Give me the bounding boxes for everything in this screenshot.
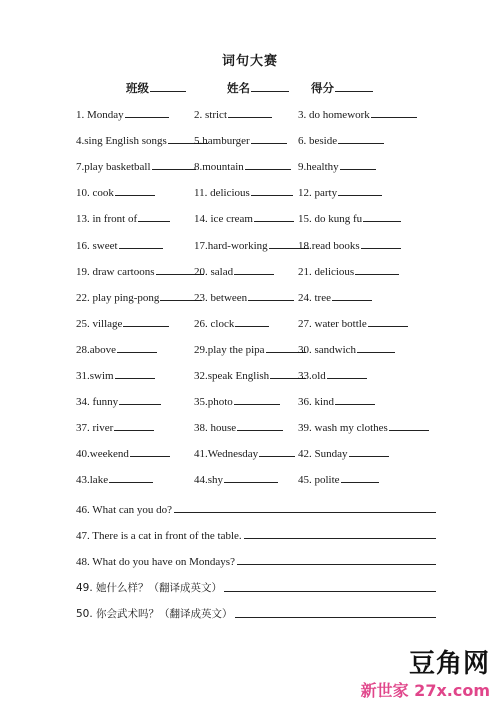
vocabulary-item (298, 159, 376, 173)
sentence-prompt: 49. 她什么样？（翻译成英文） (76, 581, 223, 594)
vocabulary-row (76, 394, 436, 410)
vocabulary-item (194, 316, 269, 330)
sentence-prompt: 46. What can you do? (76, 504, 173, 516)
sentence-item (76, 500, 436, 516)
vocabulary-item (194, 185, 293, 199)
answer-blank[interactable] (115, 368, 155, 379)
vocabulary-item (298, 472, 379, 486)
score-blank[interactable] (335, 81, 373, 92)
vocabulary-row (76, 159, 436, 175)
vocabulary-row (76, 185, 436, 201)
vocabulary-word: 17.hard-working (194, 239, 268, 252)
answer-blank[interactable] (332, 290, 372, 301)
vocabulary-item (76, 107, 169, 121)
answer-blank[interactable] (109, 472, 153, 483)
vocabulary-item (194, 211, 294, 225)
vocabulary-row (76, 420, 436, 436)
answer-blank[interactable] (224, 472, 278, 483)
answer-blank[interactable] (117, 342, 157, 353)
vocabulary-word: 44.shy (194, 474, 224, 487)
vocabulary-item (194, 290, 294, 304)
answer-blank[interactable] (119, 394, 161, 405)
vocabulary-word: 34. funny (76, 396, 119, 409)
answer-blank[interactable] (371, 107, 417, 118)
vocabulary-item (298, 185, 382, 199)
vocabulary-word: 5.hamburger (194, 135, 250, 148)
vocabulary-item (76, 159, 196, 173)
vocabulary-row (76, 238, 436, 254)
vocabulary-row (76, 316, 436, 332)
vocabulary-word: 42. Sunday (298, 448, 348, 461)
answer-blank[interactable] (251, 133, 287, 144)
answer-blank[interactable] (363, 211, 401, 222)
vocabulary-word: 21. delicious (298, 265, 355, 278)
answer-blank[interactable] (259, 446, 295, 457)
vocabulary-word: 23. between (194, 291, 248, 304)
vocabulary-item (76, 264, 204, 278)
answer-blank[interactable] (251, 185, 293, 196)
vocabulary-word: 40.weekend (76, 448, 129, 461)
answer-blank[interactable] (254, 211, 294, 222)
vocabulary-word: 4.sing English songs (76, 135, 167, 148)
name-label: 姓名 (227, 81, 250, 95)
sentence-item (76, 605, 436, 621)
answer-blank[interactable] (355, 264, 399, 275)
sentence-item (76, 526, 436, 542)
vocabulary-item (298, 342, 395, 356)
sentence-prompt: 48. What do you have on Mondays? (76, 556, 235, 569)
answer-blank[interactable] (237, 420, 283, 431)
answer-blank[interactable] (235, 316, 269, 327)
answer-blank[interactable] (125, 107, 169, 118)
vocabulary-row (76, 472, 436, 488)
vocabulary-word: 39. wash my clothes (298, 422, 388, 435)
vocabulary-item (76, 420, 154, 434)
answer-blank[interactable] (248, 290, 294, 301)
vocabulary-word: 14. ice cream (194, 213, 253, 226)
vocabulary-row (76, 446, 436, 462)
vocabulary-word: 30. sandwich (298, 343, 357, 356)
vocabulary-item (76, 211, 170, 225)
student-info-row (0, 80, 500, 96)
answer-blank[interactable] (234, 264, 274, 275)
vocabulary-item (298, 264, 399, 278)
answer-blank[interactable] (130, 446, 170, 457)
answer-blank[interactable] (335, 394, 375, 405)
vocabulary-word: 36. kind (298, 396, 335, 409)
vocabulary-item (194, 133, 287, 147)
vocabulary-row (76, 342, 436, 358)
answer-blank[interactable] (368, 316, 408, 327)
vocabulary-word: 9.healthy (298, 161, 339, 174)
vocabulary-row (76, 290, 436, 306)
vocabulary-item (76, 368, 155, 382)
vocabulary-item (298, 368, 367, 382)
vocabulary-word: 11. delicious (194, 187, 250, 200)
vocabulary-word: 12. party (298, 187, 338, 200)
vocabulary-word: 29.play the pipa (194, 343, 265, 356)
vocabulary-word: 28.above (76, 343, 117, 356)
answer-blank[interactable] (123, 316, 169, 327)
vocabulary-item (76, 446, 170, 460)
name-field (227, 80, 289, 96)
vocabulary-item (194, 238, 309, 252)
vocabulary-word: 19. draw cartoons (76, 265, 155, 278)
vocabulary-word: 43.lake (76, 474, 109, 487)
watermark-logo: 豆角网 (408, 649, 490, 679)
sentence-item (76, 579, 436, 595)
vocabulary-word: 20. salad (194, 265, 234, 278)
answer-blank[interactable] (357, 342, 395, 353)
vocabulary-item (194, 159, 291, 173)
vocabulary-item (298, 107, 417, 121)
answer-blank[interactable] (349, 446, 389, 457)
class-label: 班级 (126, 81, 149, 95)
vocabulary-item (194, 472, 278, 486)
answer-line[interactable] (174, 512, 436, 513)
vocabulary-word: 15. do kung fu (298, 213, 363, 226)
answer-blank[interactable] (341, 472, 379, 483)
vocabulary-item (298, 446, 389, 460)
vocabulary-item (76, 472, 153, 486)
vocabulary-item (76, 290, 202, 304)
answer-line[interactable] (237, 564, 436, 565)
name-blank[interactable] (251, 81, 289, 92)
vocabulary-word: 6. beside (298, 135, 338, 148)
vocabulary-item (298, 290, 372, 304)
sentence-item (76, 552, 436, 568)
answer-blank[interactable] (361, 238, 401, 249)
vocabulary-word: 7.play basketball (76, 161, 151, 174)
vocabulary-word: 26. clock (194, 317, 235, 330)
vocabulary-item (76, 342, 157, 356)
vocabulary-word: 25. village (76, 317, 123, 330)
answer-blank[interactable] (327, 368, 367, 379)
sentence-prompt: 50. 你会武术吗？（翻译成英文） (76, 607, 233, 620)
vocabulary-item (194, 394, 280, 408)
vocabulary-item (194, 420, 283, 434)
vocabulary-word: 37. river (76, 422, 114, 435)
vocabulary-word: 31.swim (76, 370, 114, 382)
vocabulary-row (76, 211, 436, 227)
answer-line[interactable] (224, 591, 436, 592)
vocabulary-word: 45. polite (298, 474, 340, 487)
vocabulary-word: 2. strict (194, 109, 227, 121)
answer-line[interactable] (244, 538, 436, 539)
answer-blank[interactable] (338, 133, 384, 144)
answer-blank[interactable] (119, 238, 163, 249)
answer-blank[interactable] (338, 185, 382, 196)
vocabulary-word: 3. do homework (298, 109, 370, 121)
answer-blank[interactable] (115, 185, 155, 196)
answer-blank[interactable] (138, 211, 170, 222)
vocabulary-word: 8.mountain (194, 161, 244, 174)
answer-blank[interactable] (152, 159, 196, 170)
vocabulary-item (76, 316, 169, 330)
answer-blank[interactable] (114, 420, 154, 431)
vocabulary-item (298, 133, 384, 147)
vocabulary-item (76, 133, 208, 147)
vocabulary-word: 35.photo (194, 396, 233, 409)
vocabulary-item (298, 394, 375, 408)
sentence-prompt: 47. There is a cat in front of the table. (76, 530, 242, 543)
vocabulary-word: 33.old (298, 370, 326, 382)
vocabulary-word: 32.speak English (194, 370, 270, 382)
vocabulary-row (76, 107, 436, 123)
watermark-site: 新世家 27x.com (360, 681, 490, 700)
vocabulary-item (76, 238, 163, 252)
answer-blank[interactable] (340, 159, 376, 170)
vocabulary-word: 13. in front of (76, 213, 138, 226)
site-watermark (324, 643, 494, 703)
vocabulary-word: 41.Wednesday (194, 448, 259, 461)
vocabulary-item (194, 107, 272, 121)
answer-line[interactable] (235, 617, 436, 618)
vocabulary-item (194, 368, 306, 382)
vocabulary-item (76, 185, 155, 199)
vocabulary-row (76, 264, 436, 280)
vocabulary-item (298, 316, 408, 330)
vocabulary-word: 16. sweet (76, 239, 118, 252)
vocabulary-word: 1. Monday (76, 109, 124, 121)
vocabulary-item (76, 394, 161, 408)
answer-blank[interactable] (228, 107, 272, 118)
vocabulary-word: 22. play ping-pong (76, 291, 160, 304)
vocabulary-word: 18.read books (298, 239, 360, 252)
vocabulary-item (298, 238, 401, 252)
score-label: 得分 (311, 81, 334, 95)
answer-blank[interactable] (245, 159, 291, 170)
vocabulary-item (298, 211, 401, 225)
vocabulary-word: 27. water bottle (298, 317, 367, 330)
answer-blank[interactable] (389, 420, 429, 431)
vocabulary-row (76, 133, 436, 149)
worksheet-title: 词句大赛 (221, 54, 278, 69)
class-blank[interactable] (150, 81, 186, 92)
vocabulary-word: 24. tree (298, 291, 331, 304)
vocabulary-word: 10. cook (76, 187, 114, 200)
vocabulary-row (76, 368, 436, 384)
vocabulary-item (194, 446, 295, 460)
vocabulary-item (194, 342, 306, 356)
vocabulary-word: 38. house (194, 422, 237, 435)
answer-blank[interactable] (234, 394, 280, 405)
score-field (311, 80, 373, 96)
vocabulary-item (194, 264, 274, 278)
vocabulary-item (298, 420, 429, 434)
class-field (126, 80, 186, 96)
